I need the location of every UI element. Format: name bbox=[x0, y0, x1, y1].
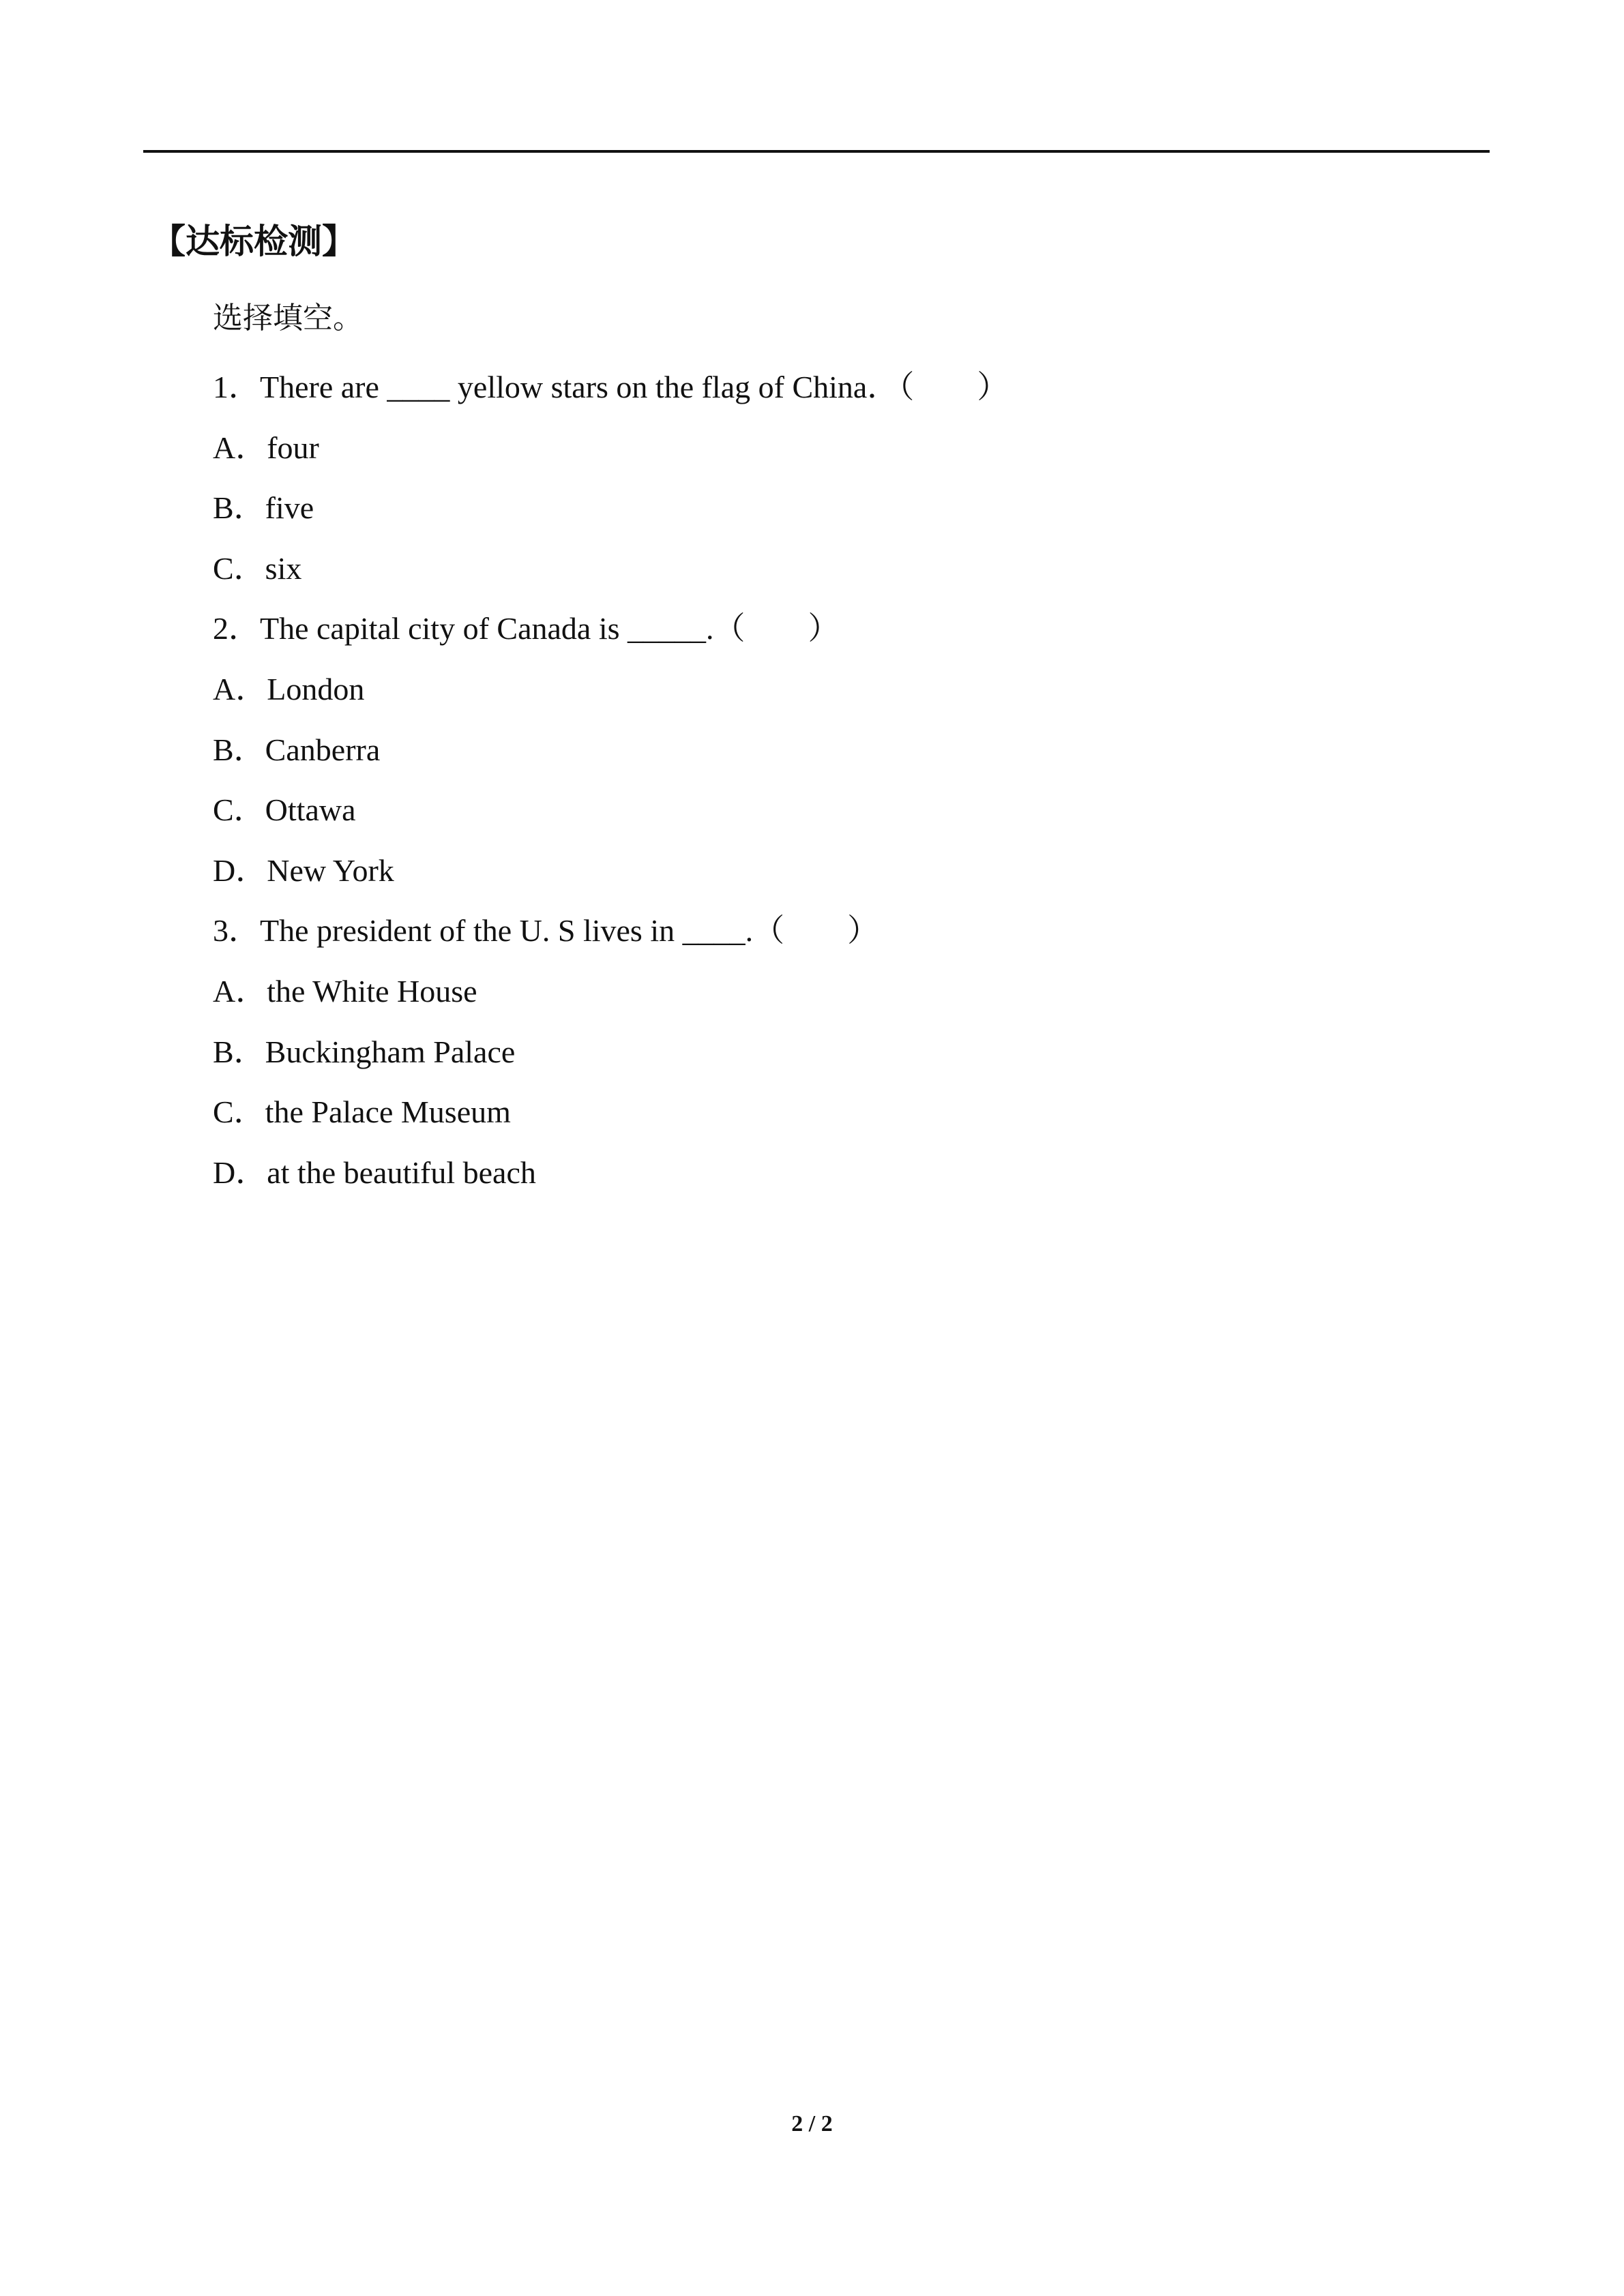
answer-option: D．at the beautiful beach bbox=[213, 1154, 536, 1190]
question-list bbox=[213, 357, 1481, 1203]
answer-option: A．London bbox=[213, 671, 365, 706]
question-stem: 3．The president of the U. S lives in ____.（ ） bbox=[213, 913, 879, 949]
header-rule bbox=[143, 150, 1490, 153]
instruction-text: 选择填空。 bbox=[213, 301, 363, 336]
answer-option: D．New York bbox=[213, 852, 394, 888]
question-stem: 1．There are ____ yellow stars on the flag of China．（ ） bbox=[213, 370, 1009, 404]
answer-option: B．five bbox=[213, 490, 314, 526]
answer-option: B．Canberra bbox=[213, 732, 381, 767]
answer-option: C．six bbox=[213, 550, 302, 586]
section-title: 【达标检测】 bbox=[151, 222, 356, 261]
answer-option: C．the Palace Museum bbox=[213, 1094, 511, 1130]
question-stem: 2．The capital city of Canada is _____.（ ） bbox=[213, 611, 840, 646]
answer-option: A．four bbox=[213, 430, 319, 465]
answer-option: C．Ottawa bbox=[213, 792, 356, 828]
answer-option: B．Buckingham Palace bbox=[213, 1034, 516, 1069]
answer-option: A．the White House bbox=[213, 973, 477, 1009]
page-number: 2 / 2 bbox=[791, 2111, 833, 2136]
